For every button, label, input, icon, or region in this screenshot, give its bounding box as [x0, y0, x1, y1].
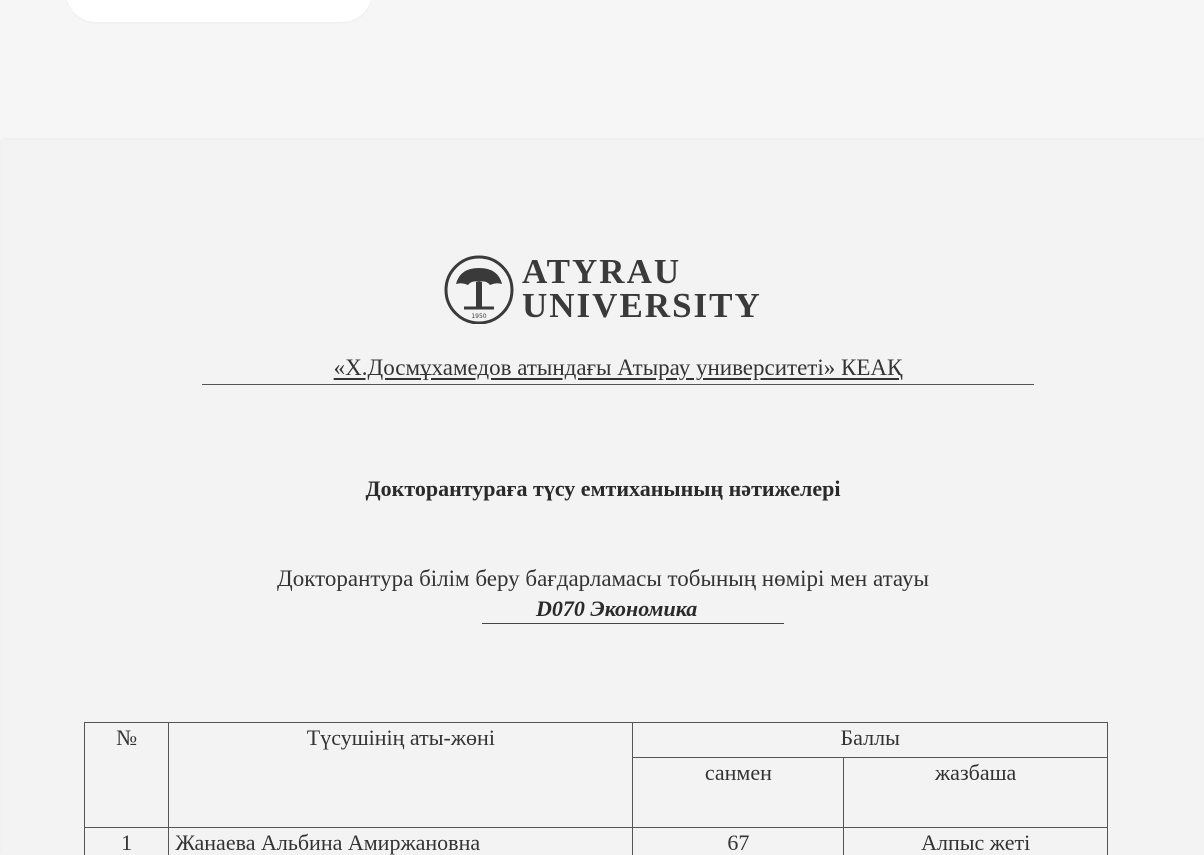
header-written: жазбаша	[844, 758, 1108, 828]
table-row	[85, 828, 1108, 855]
document-title: Докторантураға түсу емтиханының нәтижелері	[365, 476, 841, 501]
logo-line-university: UNIVERSITY	[522, 286, 762, 325]
university-logo	[442, 254, 802, 330]
top-pill	[66, 0, 372, 22]
header-numeric: санмен	[633, 758, 844, 828]
logo-line-atyrau: ATYRAU	[522, 252, 682, 291]
document-page	[2, 140, 1204, 855]
results-table	[84, 722, 1108, 855]
header-score: Баллы	[633, 723, 1108, 758]
header-name: Түсушінің аты-жөні	[169, 723, 633, 828]
row-numeric-score: 67	[633, 828, 844, 855]
organization-line	[202, 352, 1034, 385]
row-number: 1	[85, 828, 169, 855]
program-name: D070 Экономика	[482, 595, 784, 624]
row-written-score: Алпыс жеті	[844, 828, 1108, 855]
top-bar	[0, 0, 1204, 140]
organization-name: «Х.Досмұхамедов атындағы Атырау университеті» КЕАҚ	[333, 355, 903, 380]
tree-emblem-icon	[442, 254, 518, 324]
logo-year: 1950	[471, 313, 487, 320]
header-number: №	[85, 723, 169, 828]
program-caption: Докторантура білім беру бағдарламасы тобының нөмірі мен атауы	[277, 566, 929, 591]
row-name: Жанаева Альбина Амиржановна	[169, 828, 633, 855]
